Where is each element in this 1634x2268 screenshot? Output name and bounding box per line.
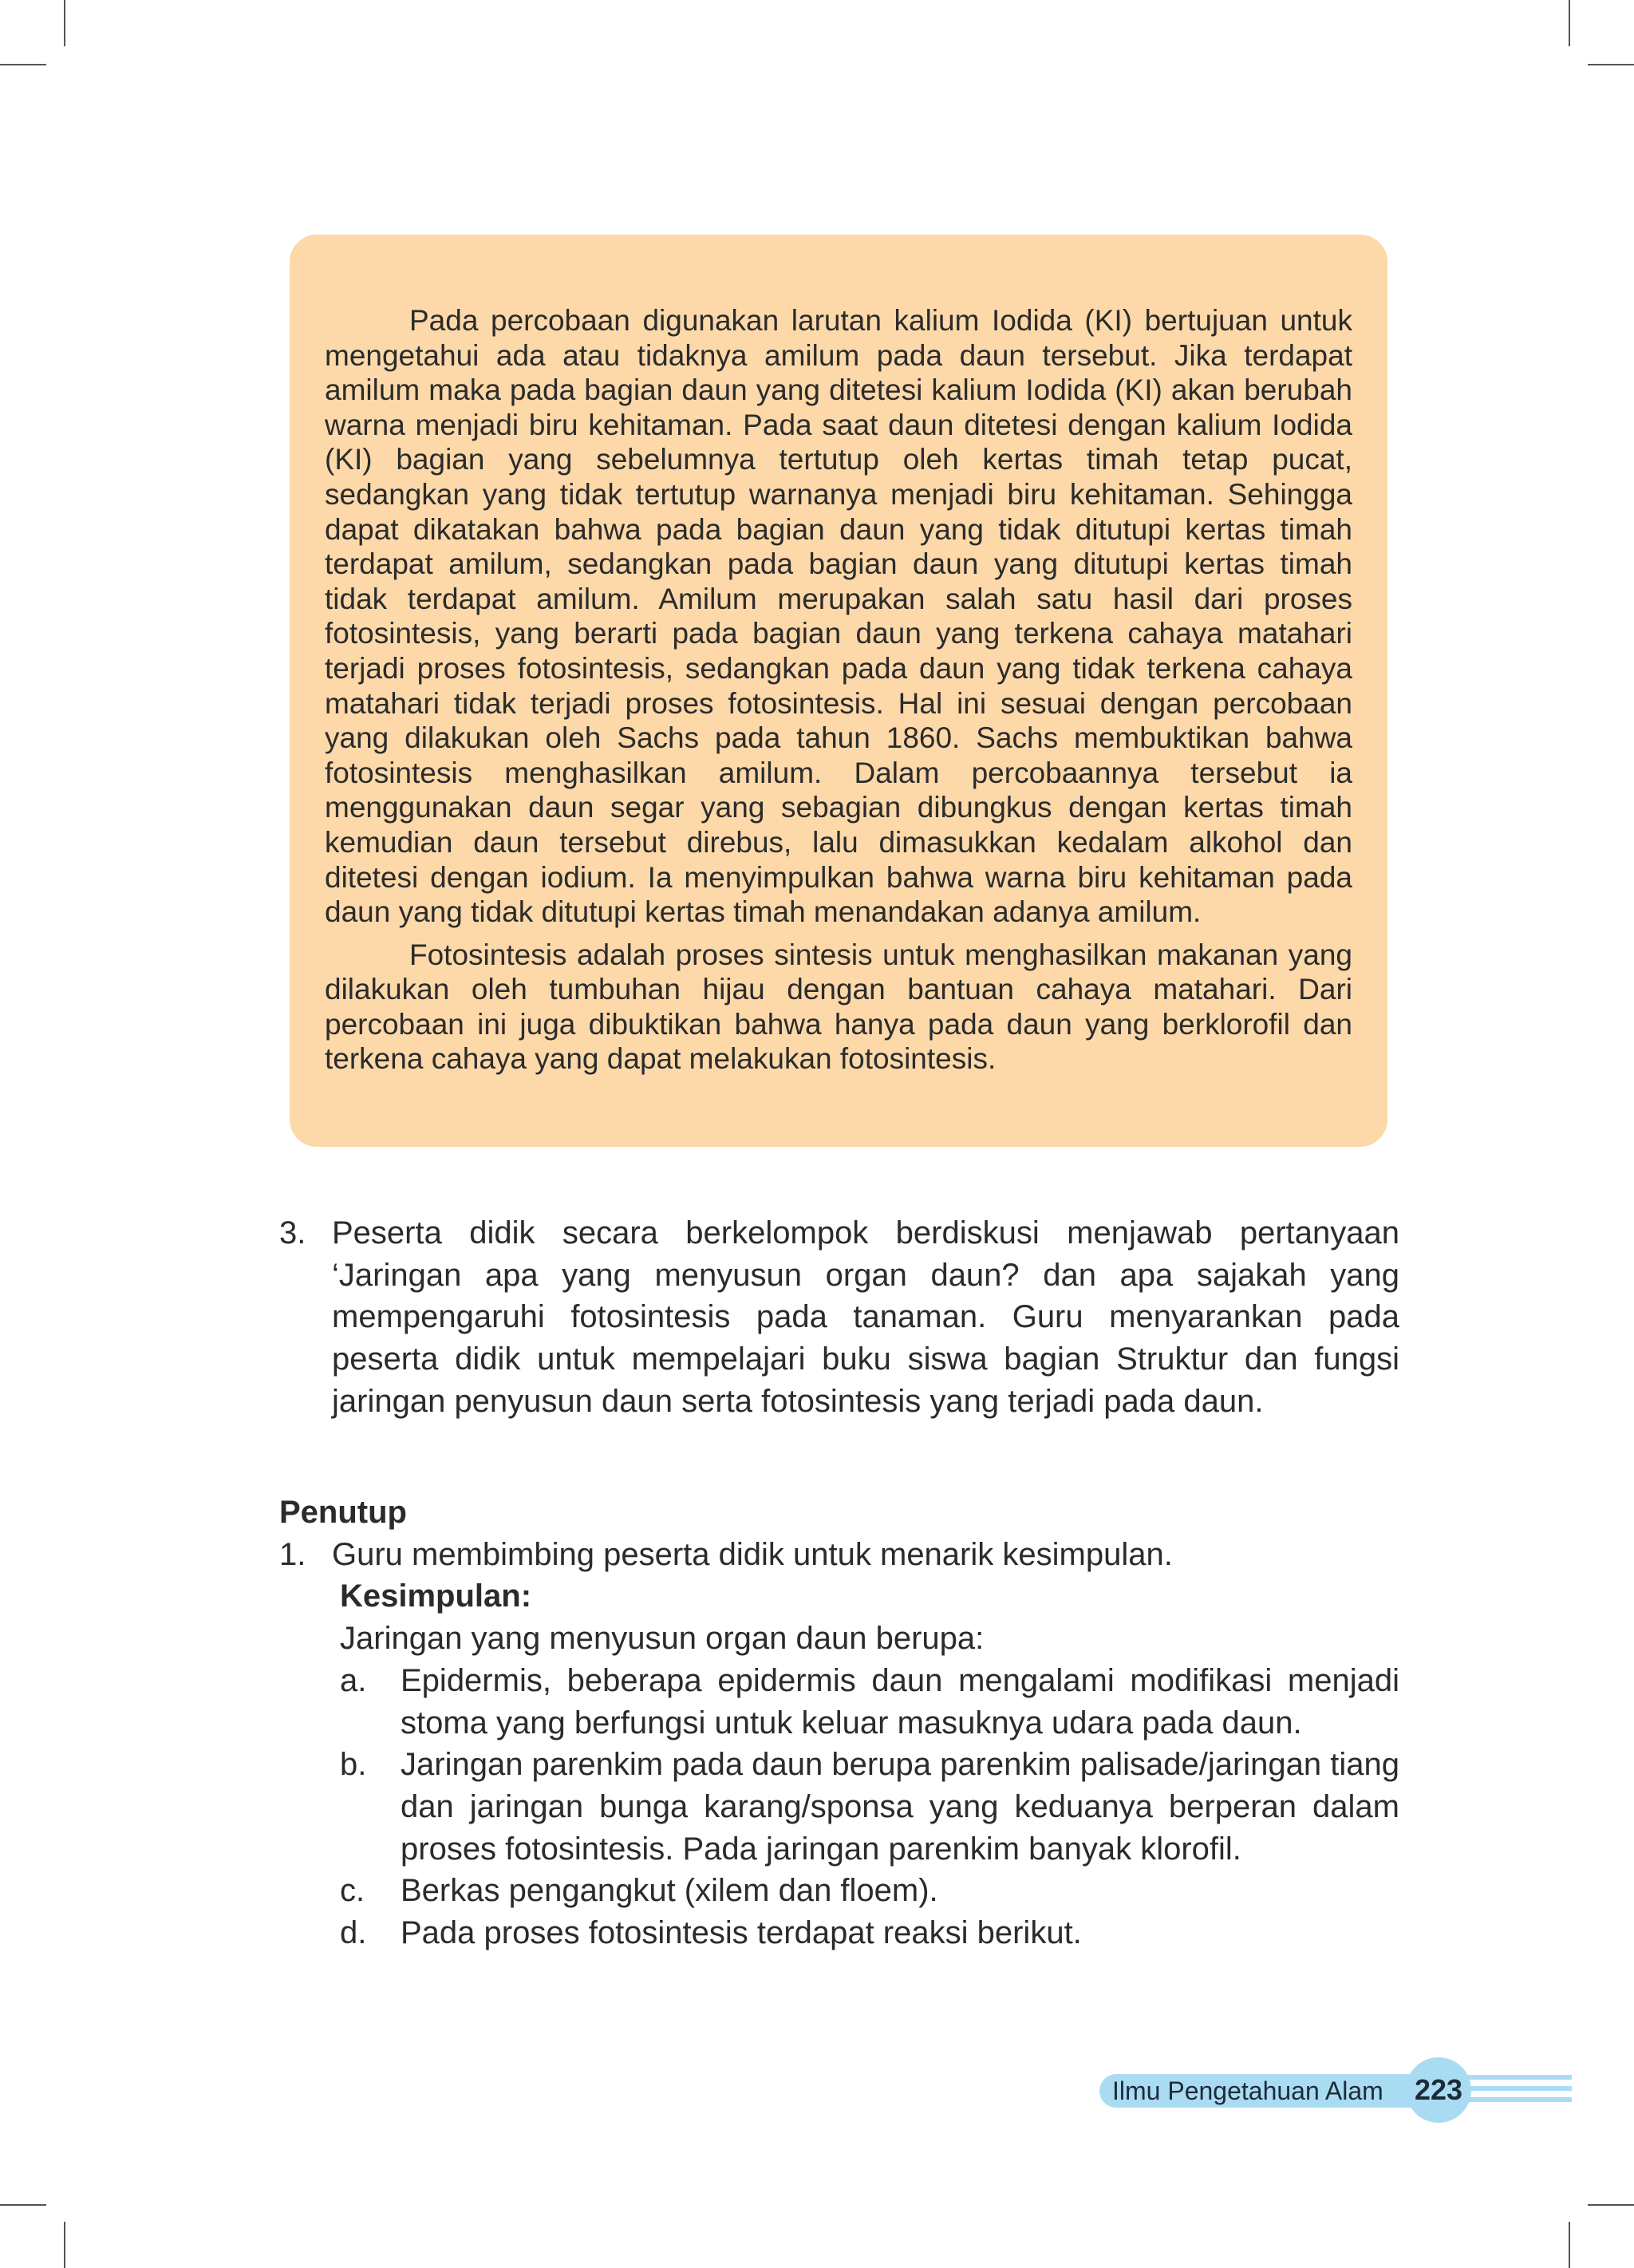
conclusion-block (279, 1575, 1399, 1954)
list-number: 1. (279, 1536, 306, 1572)
info-box (290, 235, 1387, 1147)
list-item-text: Peserta didik secara berkelompok berdiskusi menjawab pertanyaan ‘Jaringan apa yang menyusun organ daun? dan apa sajakah yang mempengaruhi fotosintesis pada tanaman. Guru menyarankan pada peserta didik untuk mempelajari buku siswa bagian Struktur dan fungsi jaringan penyusun daun serta fotosintesis yang terjadi pada daun. (332, 1215, 1399, 1419)
list-number: 3. (279, 1215, 306, 1251)
crop-mark-top-right-vertical (1569, 0, 1570, 46)
page-number: 223 (1406, 2057, 1471, 2123)
conclusion-point-c (340, 1870, 1399, 1912)
point-letter: b. (340, 1747, 367, 1783)
crop-mark-bottom-left-vertical (64, 2222, 65, 2268)
list-item-text: Guru membimbing peserta didik untuk menarik kesimpulan. (332, 1536, 1173, 1572)
conclusion-intro: Jaringan yang menyusun organ daun berupa: (340, 1621, 985, 1657)
point-letter: c. (340, 1873, 365, 1909)
conclusion-point-b (340, 1744, 1399, 1870)
list-item-step-3 (279, 1212, 1399, 1423)
point-letter: d. (340, 1915, 367, 1951)
info-paragraph-1: Pada percobaan digunakan larutan kalium Iodida (KI) bertujuan untuk mengetahui ada atau tidaknya amilum pada daun tersebut. Jika terdapat amilum maka pada bagian daun yang ditetesi kalium Iodida (KI) akan berubah warna menjadi biru kehitaman. Pada saat daun ditetesi dengan kalium Iodida (KI) bagian yang sebelumnya tertutup oleh kertas timah tetap pucat, sedangkan yang tidak tertutup warnanya menjadi biru kehitaman. Sehingga dapat dikatakan bahwa pada bagian daun yang tidak ditutupi kertas timah terdapat amilum, sedangkan pada bagian daun yang ditutupi kertas timah tidak terdapat amilum. Amilum merupakan salah satu hasil dari proses fotosintesis, yang berarti pada bagian daun yang terkena cahaya matahari terjadi proses fotosintesis, sedangkan pada daun yang tidak terkena cahaya matahari tidak terjadi proses fotosintesis. Hal ini sesuai dengan percobaan yang dilakukan oleh Sachs pada tahun 1860. Sachs membuktikan bahwa fotosintesis menghasilkan amilum. Dalam percobaannya tersebut ia menggunakan daun segar yang sebagian dibungkus dengan kertas timah kemudian daun tersebut direbus, lalu dimasukkan kedalam alkohol dan ditetesi dengan iodium. Ia menyimpulkan bahwa warna biru kehitaman pada daun yang tidak ditutupi kertas timah menandakan adanya amilum. (325, 304, 1352, 929)
penutup-section (279, 1492, 1399, 1954)
conclusion-points (340, 1660, 1399, 1954)
point-text: Berkas pengangkut (xilem dan floem). (401, 1873, 938, 1909)
crop-mark-top-right-horizontal (1588, 64, 1634, 65)
point-text: Pada proses fotosintesis terdapat reaksi berikut. (401, 1915, 1082, 1951)
activity-list (279, 1212, 1399, 1423)
conclusion-point-a (340, 1660, 1399, 1744)
conclusion-point-d (340, 1912, 1399, 1954)
section-heading: Penutup (279, 1495, 407, 1530)
crop-mark-bottom-left-horizontal (0, 2204, 46, 2206)
list-item-penutup-1 (279, 1534, 1399, 1576)
crop-mark-bottom-right-horizontal (1588, 2204, 1634, 2206)
point-text: Jaringan parenkim pada daun berupa parenkim palisade/jaringan tiang dan jaringan bunga karang/sponsa yang keduanya berperan dalam proses fotosintesis. Pada jaringan parenkim banyak klorofil. (401, 1747, 1399, 1867)
point-letter: a. (340, 1662, 367, 1698)
point-text: Epidermis, beberapa epidermis daun mengalami modifikasi menjadi stoma yang berfungsi untuk keluar masuknya udara pada daun. (401, 1662, 1399, 1741)
footer-subject-label: Ilmu Pengetahuan Alam (1099, 2074, 1435, 2108)
info-paragraph-2: Fotosintesis adalah proses sintesis untuk menghasilkan makanan yang dilakukan oleh tumbuhan hijau dengan bantuan cahaya matahari. Dari percobaan ini juga dibuktikan bahwa hanya pada daun yang berklorofil dan terkena cahaya yang dapat melakukan fotosintesis. (325, 938, 1352, 1076)
conclusion-heading: Kesimpulan: (340, 1579, 532, 1614)
crop-mark-top-left-vertical (64, 0, 65, 46)
crop-mark-top-left-horizontal (0, 64, 46, 65)
crop-mark-bottom-right-vertical (1569, 2222, 1570, 2268)
